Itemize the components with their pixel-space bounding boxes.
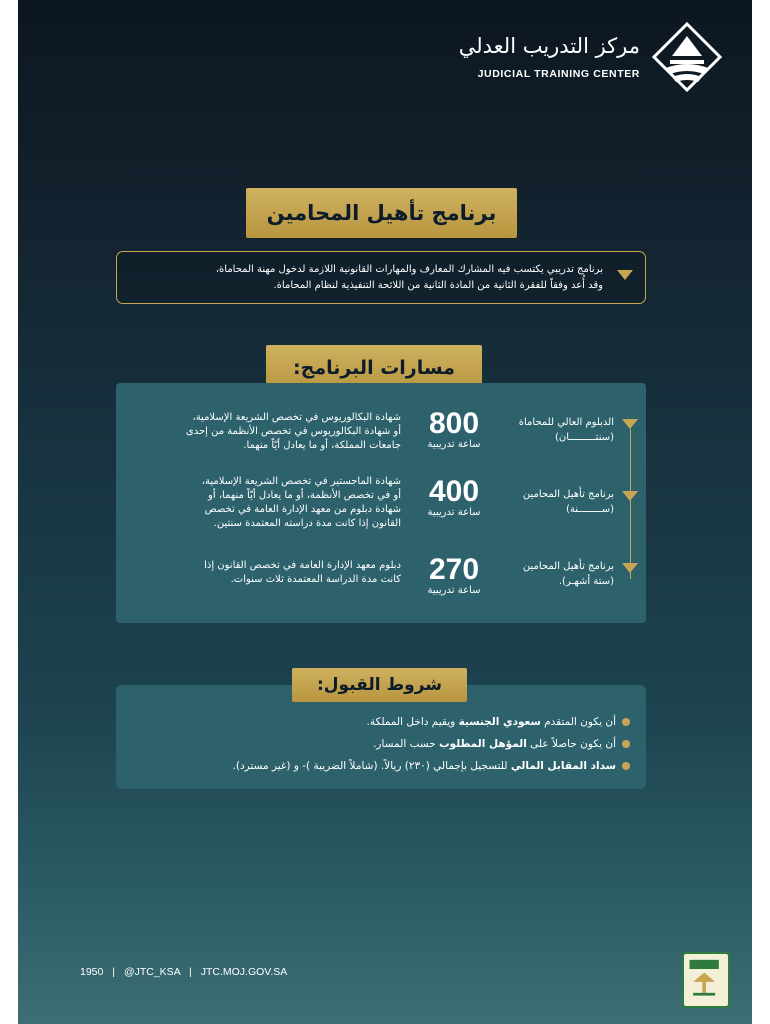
- requirement-line: القانون إذا كانت مدة دراسته المعتمدة سنتين.: [213, 518, 401, 529]
- admission-text-bold: سعودي الجنسية: [458, 716, 541, 728]
- track-name: [479, 415, 614, 445]
- track-name-line: برنامج تأهيل المحامين: [522, 489, 614, 500]
- left-margin: [0, 0, 18, 1024]
- chevron-down-icon: [622, 489, 638, 503]
- jtc-logo-icon: [652, 22, 722, 92]
- twitter-handle[interactable]: @JTC_KSA: [123, 966, 181, 978]
- requirement-line: جامعات المملكة، أو ما يعادل أيّاً منهما.: [243, 440, 401, 451]
- program-description-box: [116, 251, 646, 304]
- requirement-line: شهادة البكالوريوس في تخصص الشريعة الإسلامية،: [192, 412, 401, 423]
- description-line: وقد أُعد وفقاً للفقرة الثانية من المادة الثانية من اللائحة التنفيذية لنظام المحاماة.: [273, 280, 603, 291]
- track-hours: 270: [428, 553, 480, 586]
- admission-text-bold: المؤهل المطلوب: [439, 738, 527, 750]
- ministry-emblem-graphic: [684, 954, 728, 1006]
- requirement-line: أو شهادة البكالوريوس في تخصص الأنظمة من إحدى: [185, 426, 401, 437]
- track-name-line: (ستة أشهـر).: [558, 576, 614, 587]
- org-name-english: JUDICIAL TRAINING CENTER: [477, 68, 640, 80]
- admission-title: شروط القبول:: [292, 668, 467, 702]
- track-hours: 800: [428, 407, 480, 440]
- track-requirements: [126, 411, 401, 453]
- track-name-line: (سنتـــــــــان): [555, 432, 614, 443]
- track-requirements: [126, 475, 401, 531]
- bullet-icon: [622, 740, 630, 748]
- admission-item: [130, 733, 630, 755]
- track-hours-label: ساعة تدريبية: [427, 585, 481, 596]
- footer-separator: |: [189, 966, 192, 978]
- requirement-line: دبلوم معهد الإدارة العامة في تخصص القانون إذا: [204, 560, 401, 571]
- requirement-line: شهادة الماجستير في تخصص الشريعة الإسلامية،: [201, 476, 401, 487]
- chevron-down-icon: [617, 268, 633, 282]
- requirement-line: شهادة دبلوم من معهد الإدارة العامة في تخصص: [204, 504, 401, 515]
- org-name-arabic: مركز التدريب العدلي: [458, 34, 640, 58]
- requirement-line: أو في تخصص الأنظمة، أو ما يعادل أيّاً منهما، أو: [208, 490, 401, 501]
- admission-text: أن يكون المتقدم: [540, 716, 616, 728]
- track-hours-label: ساعة تدريبية: [427, 439, 481, 450]
- tracks-panel: [116, 383, 646, 623]
- ministry-emblem-icon: [682, 952, 730, 1008]
- track-name-line: (ســــــــنة): [566, 504, 614, 515]
- track-name-line: الدبلوم العالي للمحاماة: [518, 417, 614, 428]
- phone-number[interactable]: 1950: [80, 966, 104, 978]
- track-hours-label: ساعة تدريبية: [427, 507, 481, 518]
- admission-text: للتسجيل بإجمالي (٢٣٠) ريالاً. (شاملاً الضريبة )- و (غير مسترد).: [232, 760, 511, 772]
- header-logo: [452, 22, 722, 92]
- right-margin: [752, 0, 770, 1024]
- poster: [18, 0, 752, 1024]
- requirement-line: كانت مدة الدراسة المعتمدة ثلاث سنوات.: [230, 574, 401, 585]
- admission-list: [130, 711, 630, 777]
- footer-contacts: [80, 966, 287, 978]
- tracks-title: مسارات البرنامج:: [266, 345, 482, 391]
- chevron-down-icon: [622, 417, 638, 431]
- bullet-icon: [622, 718, 630, 726]
- footer-separator: |: [112, 966, 116, 978]
- admission-item: [130, 711, 630, 733]
- description-line: برنامج تدريبي يكتسب فيه المشارك المعارف والمهارات القانونية اللازمة لدخول مهنة المحاماة،: [215, 264, 603, 275]
- admission-item: [130, 755, 630, 777]
- program-description: [133, 262, 603, 294]
- admission-text: ويقيم داخل المملكة.: [366, 716, 459, 728]
- track-name: [479, 487, 614, 517]
- admission-text: أن يكون حاصلاً على: [526, 738, 616, 750]
- track-requirements: [126, 559, 401, 587]
- track-name-line: برنامج تأهيل المحامين: [522, 561, 614, 572]
- timeline-line: [630, 429, 632, 579]
- track-name: [479, 559, 614, 589]
- website-link[interactable]: JTC.MOJ.GOV.SA: [200, 966, 288, 978]
- chevron-down-icon: [622, 561, 638, 575]
- track-hours: 400: [428, 475, 480, 508]
- admission-text-bold: سداد المقابل المالي: [510, 760, 616, 772]
- admission-text: حسب المسار.: [373, 738, 440, 750]
- program-title: برنامج تأهيل المحامين: [246, 188, 517, 238]
- bullet-icon: [622, 762, 630, 770]
